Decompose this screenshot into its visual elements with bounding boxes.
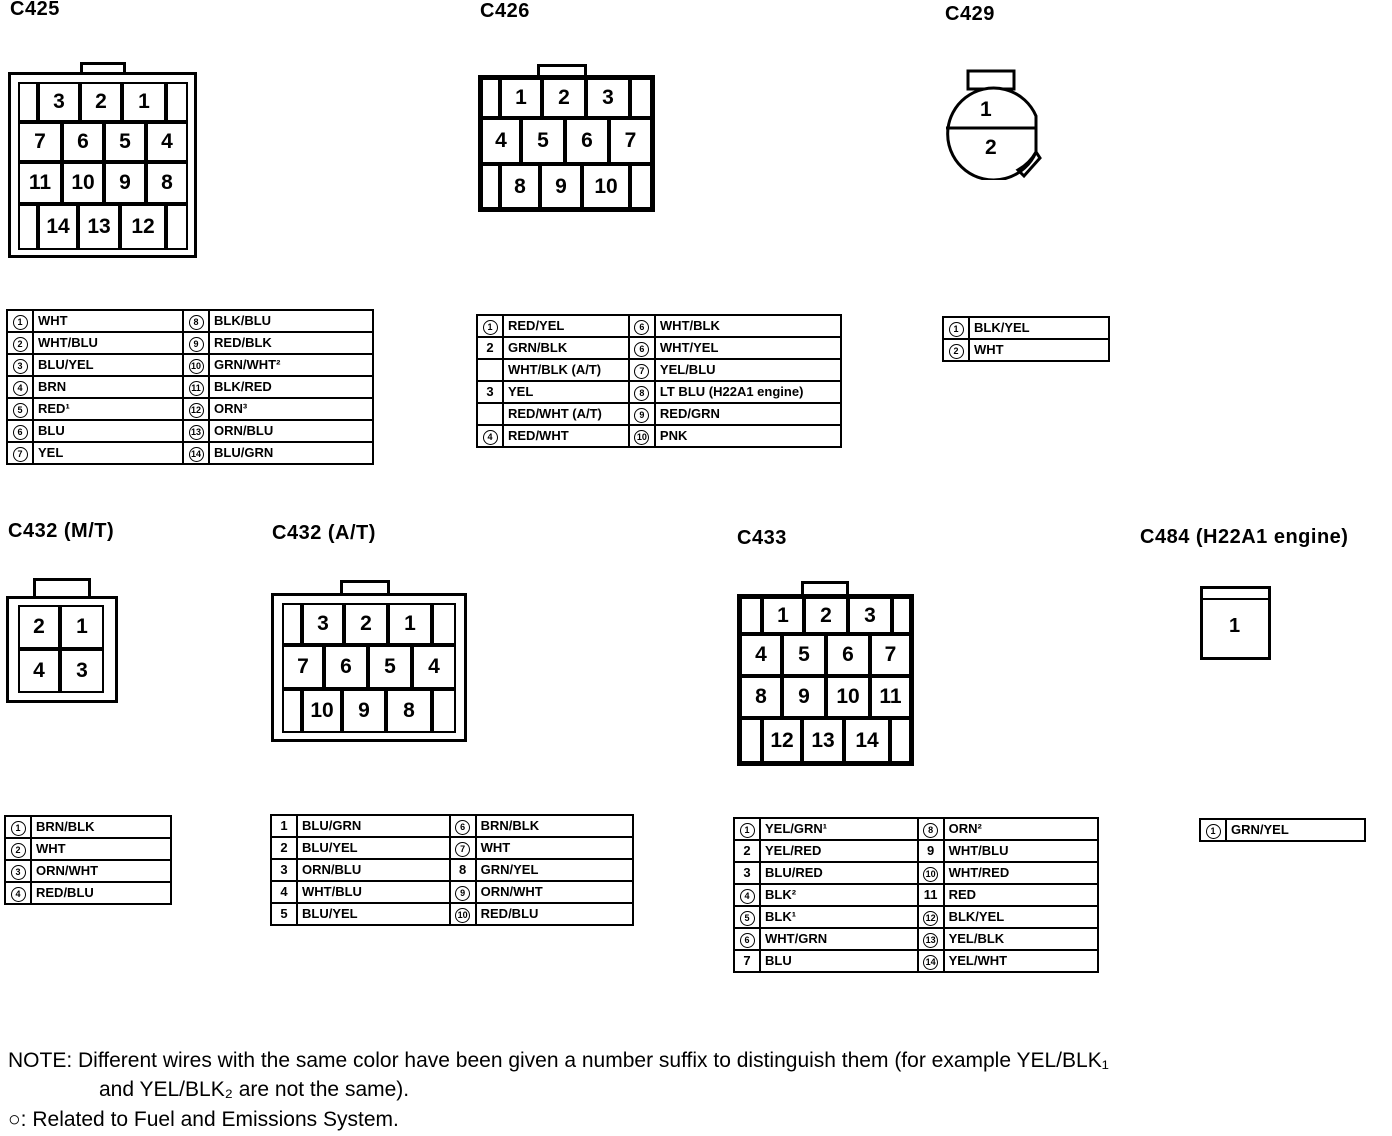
pin-c433: 5 [782, 634, 826, 676]
pin-c425: 12 [120, 204, 166, 250]
pin-number: 7 [734, 950, 760, 972]
wire-color: RED/GRN [655, 403, 841, 425]
pin-number: 4 [5, 882, 31, 904]
pin-c426: 4 [481, 118, 521, 164]
pin-number: 5 [7, 398, 33, 420]
pin-c426: 10 [582, 164, 630, 209]
wire-color: ORN³ [209, 398, 373, 420]
table-row [734, 818, 1098, 840]
pin-number: 5 [271, 903, 297, 925]
table-row [734, 906, 1098, 928]
pin-number: 14 [918, 950, 944, 972]
table-row [7, 376, 373, 398]
pin-number: 6 [629, 315, 655, 337]
pin-number: 8 [629, 381, 655, 403]
pin-c433: 9 [782, 676, 826, 718]
table-row [271, 815, 633, 837]
wire-color: RED [944, 884, 1098, 906]
pin-number: 10 [183, 354, 209, 376]
wire-color: ORN/BLU [209, 420, 373, 442]
wire-color: BLU/GRN [209, 442, 373, 464]
wire-color: WHT [31, 838, 171, 860]
table-row [7, 332, 373, 354]
wire-color: RED/WHT [503, 425, 629, 447]
table-row [7, 398, 373, 420]
wire-color: ORN/BLU [297, 859, 450, 881]
pin-c426: 3 [586, 78, 630, 118]
wire-color: WHT/BLU [297, 881, 450, 903]
pin-c432at: 4 [412, 645, 456, 689]
wire-color: GRN/YEL [476, 859, 633, 881]
table-row [7, 310, 373, 332]
pin-c425: 1 [122, 82, 166, 122]
pin-c426: 1 [500, 78, 542, 118]
pin-number: 7 [450, 837, 476, 859]
pin-number: 2 [477, 337, 503, 359]
pin-c432at: 7 [282, 645, 324, 689]
pin-c433: 2 [804, 597, 848, 634]
pin-number: 1 [7, 310, 33, 332]
pin-number: 2 [7, 332, 33, 354]
pin-c426: 5 [521, 118, 565, 164]
note-line-2: and YEL/BLK₂ are not the same). [99, 1078, 410, 1101]
pin-c433: 13 [802, 718, 844, 763]
wire-color: BLK/RED [209, 376, 373, 398]
pin-number: 9 [450, 881, 476, 903]
pin-number: 2 [5, 838, 31, 860]
wire-color: GRN/BLK [503, 337, 629, 359]
wire-color: WHT/BLU [944, 840, 1098, 862]
pin-c432at: 6 [324, 645, 368, 689]
pin-c433: 8 [740, 676, 782, 718]
pin-number: 10 [450, 903, 476, 925]
wire-color: ORN/WHT [476, 881, 633, 903]
title-c429: C429 [945, 3, 995, 25]
pin-c432at: 2 [344, 603, 388, 645]
pin-c433: 14 [844, 718, 890, 763]
pin-c433: 6 [826, 634, 870, 676]
pin-number: 4 [271, 881, 297, 903]
wire-color: RED/BLU [476, 903, 633, 925]
wire-color: YEL [33, 442, 183, 464]
wire-color: YEL/BLK [944, 928, 1098, 950]
title-c425: C425 [10, 0, 60, 20]
wire-color: BLU/RED [760, 862, 918, 884]
pin-c425: 3 [38, 82, 80, 122]
wire-color: WHT/BLU [33, 332, 183, 354]
wire-color: WHT [969, 339, 1109, 361]
pin-c432at: 1 [388, 603, 432, 645]
wire-table-c432-at [270, 814, 634, 926]
pin-number: 1 [477, 315, 503, 337]
wire-color: WHT [476, 837, 633, 859]
table-row [477, 337, 841, 359]
pin-c433: 1 [762, 597, 804, 634]
pin-c425: 2 [80, 82, 122, 122]
table-row [477, 381, 841, 403]
wire-color: YEL/WHT [944, 950, 1098, 972]
pin-c429: 1 [980, 98, 992, 121]
pin-c426: 9 [540, 164, 582, 209]
wire-color: RED/BLK [209, 332, 373, 354]
wire-table-c425 [6, 309, 374, 465]
pin-c432at: 3 [302, 603, 344, 645]
wire-color: BLU/GRN [297, 815, 450, 837]
pin-c425: 7 [18, 122, 62, 162]
pin-c425: 14 [38, 204, 78, 250]
pin-number: 5 [734, 906, 760, 928]
table-row [943, 339, 1109, 361]
pin-number: 3 [477, 381, 503, 403]
pin-number: 2 [734, 840, 760, 862]
pin-c426: 7 [609, 118, 652, 164]
title-c484: C484 (H22A1 engine) [1140, 526, 1349, 548]
pin-c429: 2 [985, 136, 997, 159]
pin-number: 8 [918, 818, 944, 840]
table-row [734, 928, 1098, 950]
table-row [734, 950, 1098, 972]
table-row [477, 359, 841, 381]
pin-c425: 11 [18, 162, 62, 204]
table-row [1200, 819, 1365, 841]
table-row [734, 840, 1098, 862]
table-row [5, 882, 171, 904]
pin-c433: 11 [870, 676, 911, 718]
table-row [5, 838, 171, 860]
table-row [7, 420, 373, 442]
pin-number: 1 [5, 816, 31, 838]
pin-c432mt: 3 [60, 649, 104, 693]
wire-table-c432-mt [4, 815, 172, 905]
pin-c433: 3 [848, 597, 892, 634]
table-row [734, 884, 1098, 906]
wire-color: BRN/BLK [31, 816, 171, 838]
pin-number: 13 [918, 928, 944, 950]
table-row [271, 859, 633, 881]
wire-table-c429 [942, 316, 1110, 362]
note-line-3: ○: Related to Fuel and Emissions System. [8, 1108, 399, 1131]
wire-color: BLU/YEL [297, 903, 450, 925]
pin-number: 2 [271, 837, 297, 859]
pin-number: 10 [918, 862, 944, 884]
pin-c426: 8 [500, 164, 540, 209]
wire-table-c426 [476, 314, 842, 448]
table-row [477, 403, 841, 425]
wire-color: BRN/BLK [476, 815, 633, 837]
wire-color: WHT/RED [944, 862, 1098, 884]
pin-number: 1 [271, 815, 297, 837]
pin-c433: 10 [826, 676, 870, 718]
wire-color: BLU/YEL [33, 354, 183, 376]
wire-color: YEL [503, 381, 629, 403]
table-row [477, 425, 841, 447]
wire-color: BLU [760, 950, 918, 972]
pin-number: 3 [734, 862, 760, 884]
wire-color: BLK¹ [760, 906, 918, 928]
table-row [943, 317, 1109, 339]
pin-c426: 2 [542, 78, 586, 118]
pin-number [477, 403, 503, 425]
title-c426: C426 [480, 0, 530, 22]
pin-number: 13 [183, 420, 209, 442]
pin-number: 10 [629, 425, 655, 447]
pin-c425: 9 [104, 162, 146, 204]
wire-color: BRN [33, 376, 183, 398]
pin-c484: 1 [1229, 615, 1241, 637]
wire-color: WHT [33, 310, 183, 332]
table-row [734, 862, 1098, 884]
title-c432-at: C432 (A/T) [272, 522, 376, 544]
pin-c433: 7 [870, 634, 911, 676]
pin-number: 9 [183, 332, 209, 354]
wire-table-c433 [733, 817, 1099, 973]
wire-color: RED/BLU [31, 882, 171, 904]
pin-number: 12 [918, 906, 944, 928]
wire-color: RED/YEL [503, 315, 629, 337]
wire-table-c484 [1199, 818, 1366, 842]
wire-color: WHT/BLK [655, 315, 841, 337]
pin-number: 3 [5, 860, 31, 882]
pin-c425: 5 [104, 122, 146, 162]
wire-color: BLU [33, 420, 183, 442]
pin-c432mt: 2 [18, 605, 60, 649]
pin-number: 6 [450, 815, 476, 837]
pin-number: 6 [629, 337, 655, 359]
pin-number [477, 359, 503, 381]
pin-number: 8 [183, 310, 209, 332]
wire-color: YEL/GRN¹ [760, 818, 918, 840]
pin-c432at: 8 [386, 689, 432, 733]
pin-number: 11 [183, 376, 209, 398]
pin-number: 4 [477, 425, 503, 447]
pin-number: 1 [943, 317, 969, 339]
wire-color: BLK/YEL [944, 906, 1098, 928]
pin-c432at: 5 [368, 645, 412, 689]
pin-number: 3 [7, 354, 33, 376]
table-row [7, 354, 373, 376]
pin-c425: 10 [62, 162, 104, 204]
pin-c432at: 9 [342, 689, 386, 733]
pin-c433: 12 [762, 718, 802, 763]
table-row [7, 442, 373, 464]
pin-c432mt: 1 [60, 605, 104, 649]
wire-color: BLK² [760, 884, 918, 906]
wire-color: WHT/GRN [760, 928, 918, 950]
wire-color: WHT/YEL [655, 337, 841, 359]
pin-c425: 13 [78, 204, 120, 250]
pin-number: 9 [629, 403, 655, 425]
pin-number: 14 [183, 442, 209, 464]
pin-c425: 6 [62, 122, 104, 162]
pin-number: 4 [7, 376, 33, 398]
note-line-1: NOTE: Different wires with the same color have been given a number suffix to distinguish them (for example YEL/BLK₁ [8, 1049, 1109, 1072]
title-c433: C433 [737, 527, 787, 549]
pin-number: 4 [734, 884, 760, 906]
pin-c426: 6 [565, 118, 609, 164]
pin-number: 9 [918, 840, 944, 862]
pin-c425: 8 [146, 162, 188, 204]
pin-number: 2 [943, 339, 969, 361]
pin-number: 3 [271, 859, 297, 881]
pin-number: 12 [183, 398, 209, 420]
title-c432-mt: C432 (M/T) [8, 520, 115, 542]
table-row [5, 816, 171, 838]
pin-number: 1 [734, 818, 760, 840]
wire-color: ORN/WHT [31, 860, 171, 882]
wire-color: WHT/BLK (A/T) [503, 359, 629, 381]
pin-number: 6 [7, 420, 33, 442]
table-row [271, 903, 633, 925]
pin-c425: 4 [146, 122, 188, 162]
table-row [477, 315, 841, 337]
wire-color: GRN/YEL [1226, 819, 1365, 841]
wire-color: BLU/YEL [297, 837, 450, 859]
pin-number: 8 [450, 859, 476, 881]
table-row [5, 860, 171, 882]
pin-number: 7 [7, 442, 33, 464]
wire-color: RED/WHT (A/T) [503, 403, 629, 425]
wire-color: LT BLU (H22A1 engine) [655, 381, 841, 403]
table-row [271, 881, 633, 903]
pin-number: 1 [1200, 819, 1226, 841]
table-row [271, 837, 633, 859]
pin-number: 6 [734, 928, 760, 950]
pin-c433: 4 [740, 634, 782, 676]
wire-color: YEL/BLU [655, 359, 841, 381]
wire-color: GRN/WHT² [209, 354, 373, 376]
pin-number: 11 [918, 884, 944, 906]
wire-color: RED¹ [33, 398, 183, 420]
wire-color: BLK/BLU [209, 310, 373, 332]
pin-c432mt: 4 [18, 649, 60, 693]
wire-color: ORN² [944, 818, 1098, 840]
wire-color: PNK [655, 425, 841, 447]
pin-number: 7 [629, 359, 655, 381]
wire-color: BLK/YEL [969, 317, 1109, 339]
wire-color: YEL/RED [760, 840, 918, 862]
pin-c432at: 10 [302, 689, 342, 733]
